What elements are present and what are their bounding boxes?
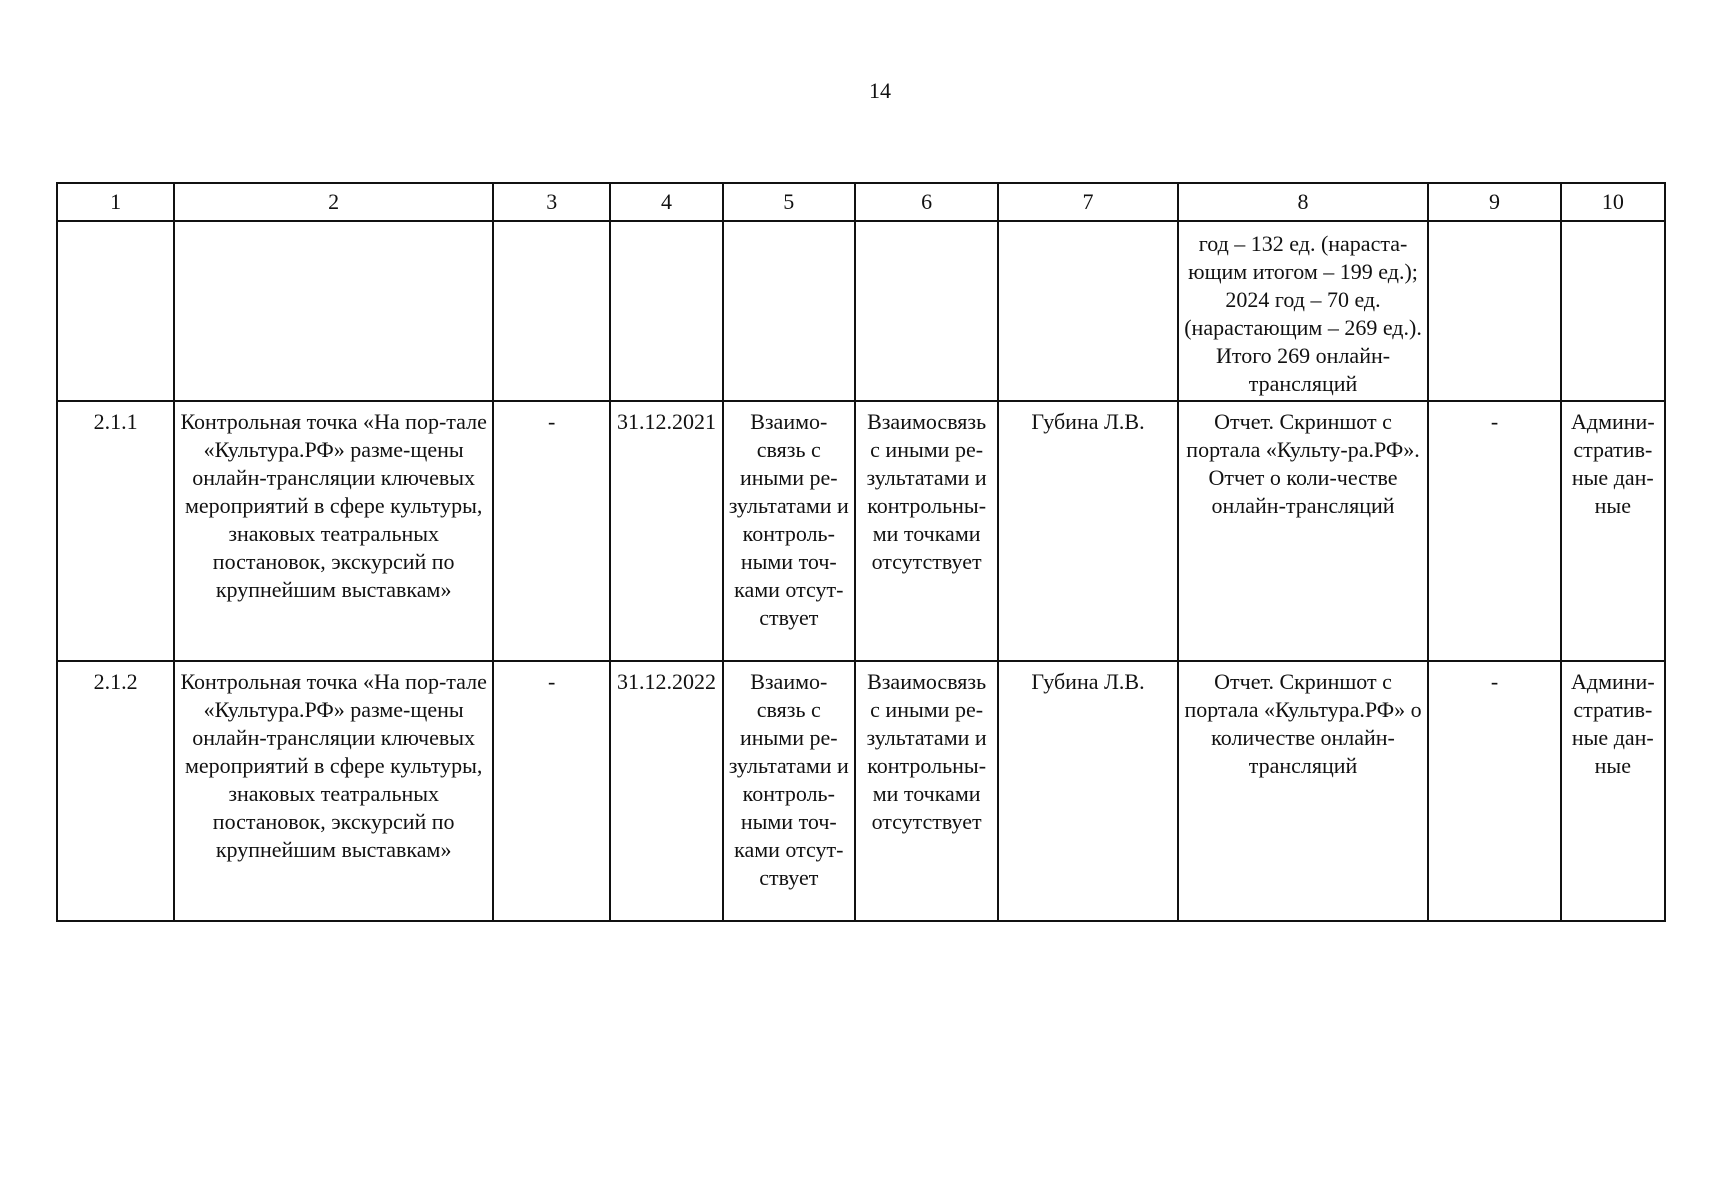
table-cell: [174, 221, 493, 401]
table-cell: [1428, 221, 1560, 401]
column-header: 3: [493, 183, 610, 221]
table-cell-result: год – 132 ед. (нараста-ющим итогом – 199 ед.); 2024 год – 70 ед. (нарастающим – 269 ед.). Итого 269 онлайн-трансляций: [1178, 221, 1429, 401]
header-row: [57, 183, 1665, 221]
column-header: 7: [998, 183, 1177, 221]
table-cell: [723, 221, 855, 401]
column-header: 8: [1178, 183, 1429, 221]
row-col10: Админи-стратив-ные дан-ные: [1561, 661, 1665, 921]
row-name: Контрольная точка «На пор-тале «Культура.РФ» разме-щены онлайн-трансляции ключевых мероприятий в сфере культуры, знаковых театральных постановок, экскурсий по крупнейшим выставкам»: [174, 401, 493, 661]
column-header: 9: [1428, 183, 1560, 221]
table-cell: [610, 221, 722, 401]
row-responsible: Губина Л.В.: [998, 661, 1177, 921]
column-header: 1: [57, 183, 174, 221]
row-date: 31.12.2021: [610, 401, 722, 661]
row-number: 2.1.2: [57, 661, 174, 921]
table-cell: [493, 221, 610, 401]
row-col8: Отчет. Скриншот с портала «Культура.РФ» о количестве онлайн-трансляций: [1178, 661, 1429, 921]
row-col10: Админи-стратив-ные дан-ные: [1561, 401, 1665, 661]
table-cell: [855, 221, 998, 401]
row-name: Контрольная точка «На пор-тале «Культура.РФ» разме-щены онлайн-трансляции ключевых мероприятий в сфере культуры, знаковых театральных постановок, экскурсий по крупнейшим выставкам»: [174, 661, 493, 921]
table-cell: [1561, 221, 1665, 401]
row-responsible: Губина Л.В.: [998, 401, 1177, 661]
row-col5: Взаимо-связь с иными ре-зультатами и контроль-ными точ-ками отсут-ствует: [723, 401, 855, 661]
row-col6: Взаимосвязь с иными ре-зультатами и контрольны-ми точками отсутствует: [855, 401, 998, 661]
column-header: 6: [855, 183, 998, 221]
row-col9: -: [1428, 661, 1560, 921]
row-date: 31.12.2022: [610, 661, 722, 921]
table-row-continued: [57, 221, 1665, 401]
row-col9: -: [1428, 401, 1560, 661]
column-header: 4: [610, 183, 722, 221]
column-header: 5: [723, 183, 855, 221]
row-col8: Отчет. Скриншот с портала «Культу-ра.РФ». Отчет о коли-честве онлайн-трансляций: [1178, 401, 1429, 661]
table-row: [57, 661, 1665, 921]
table-row: [57, 401, 1665, 661]
page-number: 14: [869, 78, 891, 103]
row-col3: -: [493, 401, 610, 661]
row-col6: Взаимосвязь с иными ре-зультатами и контрольны-ми точками отсутствует: [855, 661, 998, 921]
row-number: 2.1.1: [57, 401, 174, 661]
row-col5: Взаимо-связь с иными ре-зультатами и контроль-ными точ-ками отсут-ствует: [723, 661, 855, 921]
data-table: [56, 182, 1666, 922]
table-cell: [998, 221, 1177, 401]
column-header: 2: [174, 183, 493, 221]
column-header: 10: [1561, 183, 1665, 221]
row-col3: -: [493, 661, 610, 921]
table-cell: [57, 221, 174, 401]
